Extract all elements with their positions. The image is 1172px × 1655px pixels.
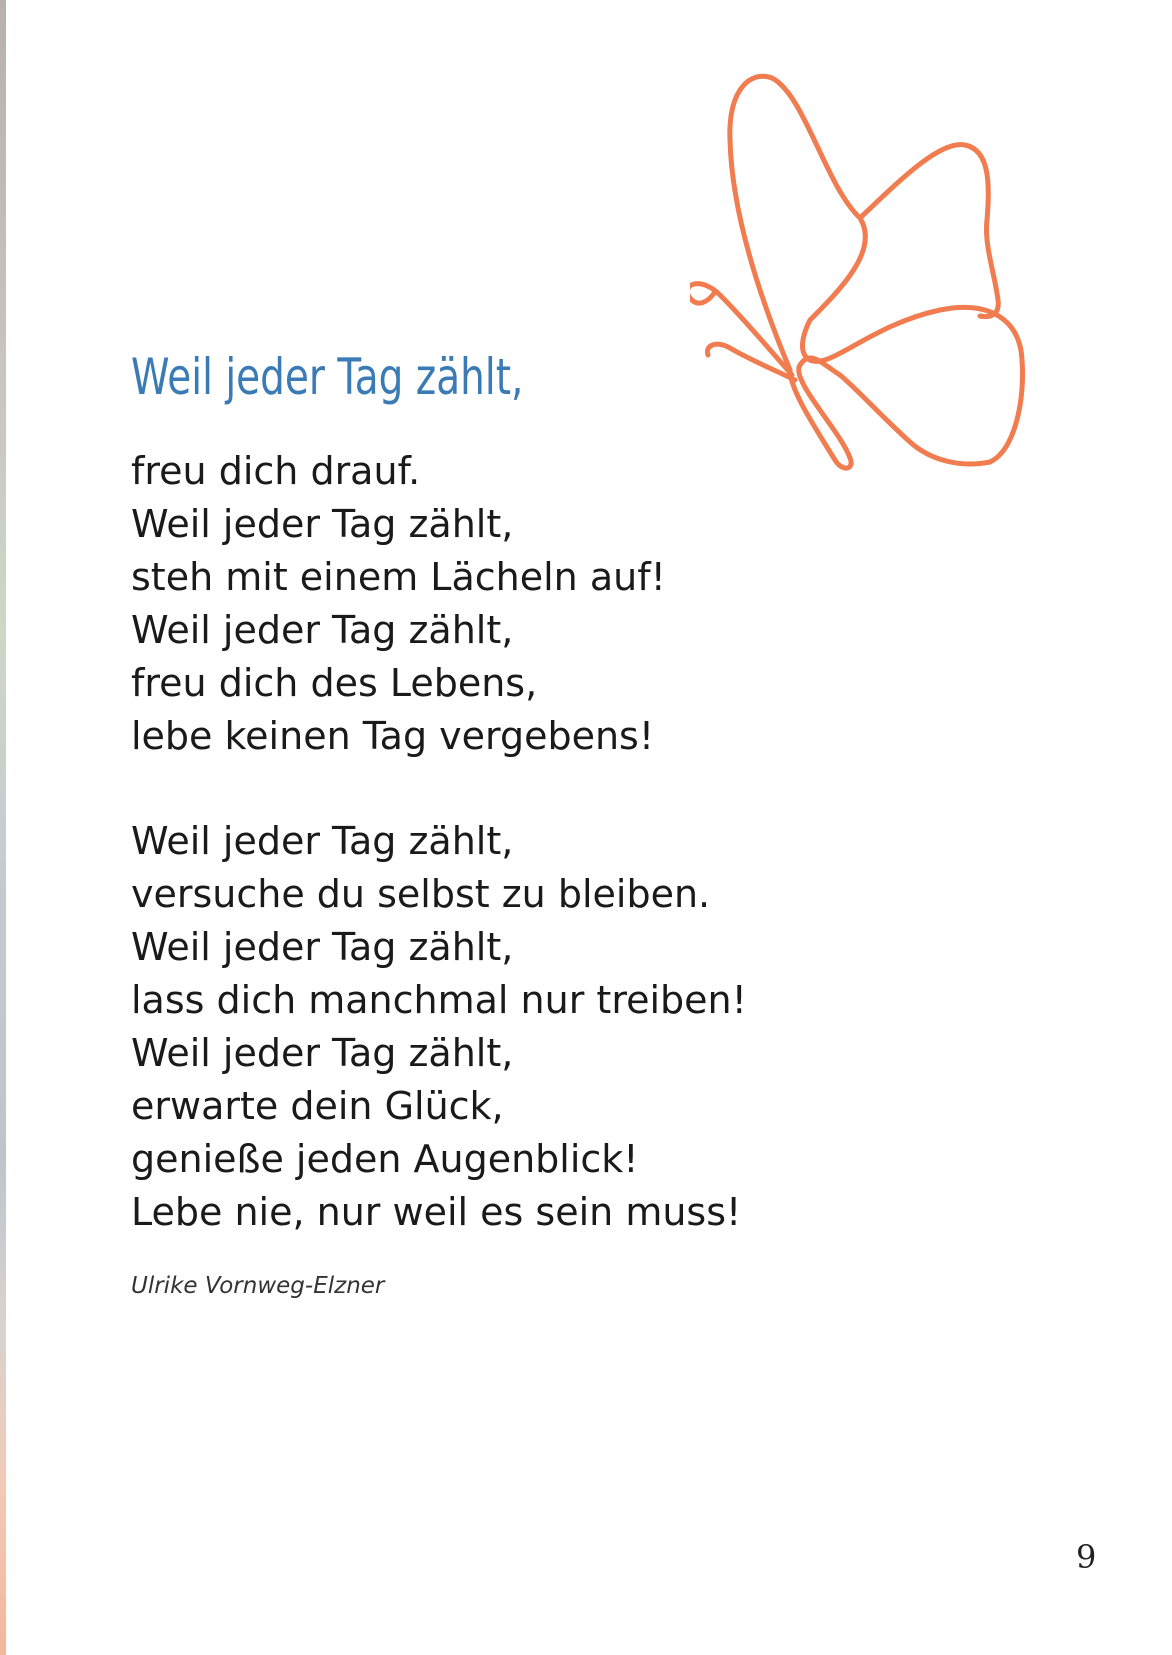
poem-line: Weil jeder Tag zählt, — [131, 925, 514, 969]
page-edge — [0, 0, 6, 1655]
poem-line: genieße jeden Augenblick! — [131, 1137, 639, 1181]
poem-line: versuche du selbst zu bleiben. — [131, 872, 711, 916]
poem-line: Weil jeder Tag zählt, — [131, 502, 514, 546]
stanza — [131, 445, 1031, 763]
poem-title: Weil jeder Tag zählt, — [131, 348, 524, 406]
poem-line: Weil jeder Tag zählt, — [131, 608, 514, 652]
stanza — [131, 815, 1031, 1239]
poem-line: lebe keinen Tag vergebens! — [131, 714, 655, 758]
poem-body — [131, 445, 1031, 1239]
poem-line: lass dich manchmal nur treiben! — [131, 978, 747, 1022]
page-number: 9 — [1076, 1538, 1097, 1576]
poem-line: freu dich drauf. — [131, 449, 421, 493]
poem-line: Weil jeder Tag zählt, — [131, 1031, 514, 1075]
poem-line: steh mit einem Lächeln auf! — [131, 555, 666, 599]
poem-line: erwarte dein Glück, — [131, 1084, 504, 1128]
butterfly-icon — [690, 70, 1090, 500]
poem-line: Lebe nie, nur weil es sein muss! — [131, 1190, 742, 1234]
author-credit: Ulrike Vornweg-Elzner — [131, 1273, 385, 1299]
poem-line: Weil jeder Tag zählt, — [131, 819, 514, 863]
poem-line: freu dich des Lebens, — [131, 661, 538, 705]
